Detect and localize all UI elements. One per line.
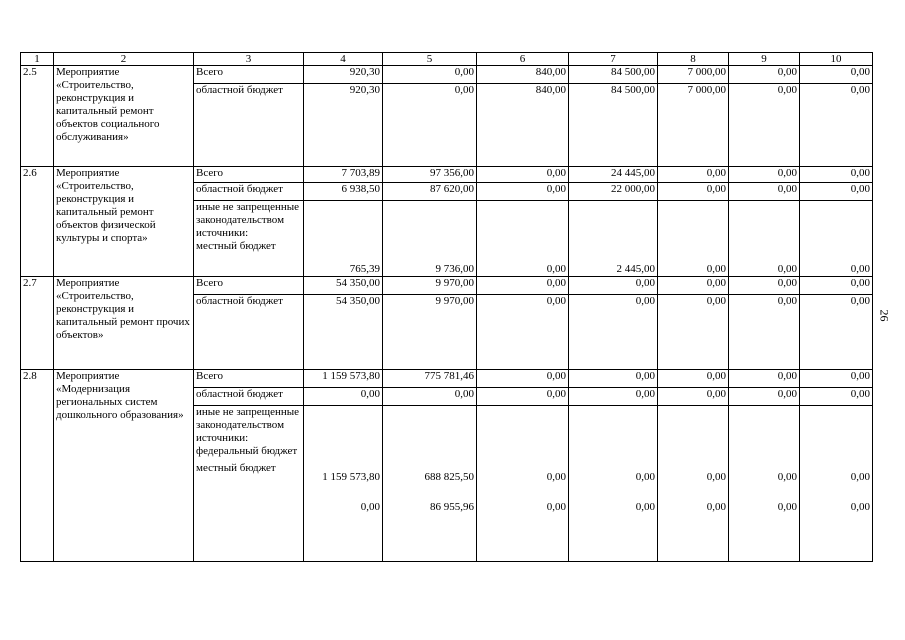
source-label-federal: федеральный бюджет	[196, 445, 298, 457]
header-cell: 4	[304, 53, 383, 66]
value-cell: 920,30	[304, 66, 383, 84]
table-row	[21, 277, 873, 295]
value-cell: 840,00	[477, 66, 569, 84]
value-cell: 0,00	[658, 388, 729, 406]
value-cell: 0,00	[477, 388, 569, 406]
value-cell: 6 938,50	[304, 183, 383, 201]
value-cell: 0,00	[729, 84, 800, 167]
value-cell: 0,00	[729, 201, 800, 277]
federal-value: 1 159 573,80	[322, 471, 380, 483]
value-cell: 0,00	[658, 295, 729, 370]
value-cell: 0,00	[800, 295, 873, 370]
source-label: Всего	[194, 370, 304, 388]
source-label: Всего	[194, 66, 304, 84]
header-cell: 2	[54, 53, 194, 66]
value-cell: 0,00	[477, 201, 569, 277]
source-label: Всего	[194, 277, 304, 295]
measure-title: Мероприятие «Строительство, реконструкция и капитальный ремонт объектов физической культуры и спорта»	[54, 167, 194, 277]
value-cell: 0,00	[383, 388, 477, 406]
measure-title: Мероприятие «Модернизация региональных систем дошкольного образования»	[54, 370, 194, 562]
header-cell: 3	[194, 53, 304, 66]
page-number: 26	[877, 309, 892, 322]
value-cell: 0,00	[800, 167, 873, 183]
value-cell: 0,00	[729, 66, 800, 84]
source-label-local: местный бюджет	[196, 240, 276, 252]
value-cell: 0,00	[800, 84, 873, 167]
value-cell: 0,00	[800, 201, 873, 277]
value-cell: 0,00	[477, 167, 569, 183]
value-cell: 0,00	[477, 370, 569, 388]
value-cell: 0,00	[729, 167, 800, 183]
source-label	[194, 406, 304, 562]
source-label: областной бюджет	[194, 84, 304, 167]
value-cell: 0,00	[658, 370, 729, 388]
value-cell: 0,00	[383, 84, 477, 167]
value-cell: 54 350,00	[304, 295, 383, 370]
header-cell: 10	[800, 53, 873, 66]
value-cell: 0,00	[800, 370, 873, 388]
local-value: 0,00	[635, 501, 655, 513]
local-value: 0,00	[777, 501, 797, 513]
value-cell: 0,00	[800, 277, 873, 295]
value-cell	[477, 406, 569, 562]
source-label: Всего	[194, 167, 304, 183]
value-cell: 2 445,00	[569, 201, 658, 277]
value-cell: 0,00	[569, 370, 658, 388]
value-cell: 0,00	[383, 66, 477, 84]
value-cell: 0,00	[729, 277, 800, 295]
value-cell: 7 000,00	[658, 84, 729, 167]
value-cell	[658, 406, 729, 562]
value-cell: 87 620,00	[383, 183, 477, 201]
value-cell	[800, 406, 873, 562]
value-cell: 84 500,00	[569, 84, 658, 167]
value-cell: 0,00	[477, 183, 569, 201]
budget-table	[20, 52, 873, 562]
header-cell: 7	[569, 53, 658, 66]
source-label: областной бюджет	[194, 388, 304, 406]
local-value: 86 955,96	[430, 501, 474, 513]
local-value: 0,00	[706, 501, 726, 513]
value-cell: 7 000,00	[658, 66, 729, 84]
federal-value: 0,00	[850, 471, 870, 483]
value-cell: 0,00	[658, 277, 729, 295]
row-number: 2.5	[21, 66, 54, 167]
header-cell: 9	[729, 53, 800, 66]
value-cell: 24 445,00	[569, 167, 658, 183]
federal-value: 0,00	[546, 471, 566, 483]
table-row	[21, 370, 873, 388]
value-cell	[569, 406, 658, 562]
value-cell: 0,00	[569, 388, 658, 406]
value-cell: 0,00	[800, 183, 873, 201]
value-cell: 0,00	[729, 295, 800, 370]
row-number: 2.7	[21, 277, 54, 370]
value-cell: 9 970,00	[383, 277, 477, 295]
value-cell: 0,00	[304, 388, 383, 406]
value-cell: 0,00	[729, 370, 800, 388]
value-cell	[304, 406, 383, 562]
value-cell: 0,00	[800, 66, 873, 84]
table-row	[21, 66, 873, 84]
value-cell: 0,00	[729, 183, 800, 201]
value-cell: 9 970,00	[383, 295, 477, 370]
row-number: 2.8	[21, 370, 54, 562]
value-cell: 0,00	[658, 201, 729, 277]
header-cell: 6	[477, 53, 569, 66]
value-cell: 97 356,00	[383, 167, 477, 183]
value-cell: 7 703,89	[304, 167, 383, 183]
value-cell	[729, 406, 800, 562]
value-cell: 0,00	[477, 295, 569, 370]
value-cell: 0,00	[569, 277, 658, 295]
federal-value: 0,00	[635, 471, 655, 483]
value-cell: 775 781,46	[383, 370, 477, 388]
value-cell: 1 159 573,80	[304, 370, 383, 388]
federal-value: 0,00	[777, 471, 797, 483]
federal-value: 688 825,50	[424, 471, 474, 483]
source-label-other: иные не запрещенные законодательством источники:	[196, 201, 300, 239]
source-label-other: иные не запрещенные законодательством источники:	[196, 406, 300, 444]
source-label: областной бюджет	[194, 295, 304, 370]
table-row	[21, 167, 873, 183]
value-cell: 0,00	[729, 388, 800, 406]
value-cell: 54 350,00	[304, 277, 383, 295]
row-number: 2.6	[21, 167, 54, 277]
local-value: 0,00	[850, 501, 870, 513]
source-label: областной бюджет	[194, 183, 304, 201]
value-cell: 0,00	[658, 167, 729, 183]
value-cell: 0,00	[658, 183, 729, 201]
value-cell: 0,00	[477, 277, 569, 295]
value-cell: 920,30	[304, 84, 383, 167]
local-value: 0,00	[360, 501, 380, 513]
header-cell: 5	[383, 53, 477, 66]
value-cell	[383, 406, 477, 562]
header-cell: 8	[658, 53, 729, 66]
source-label-local: местный бюджет	[196, 462, 276, 474]
value-cell: 9 736,00	[383, 201, 477, 277]
value-cell: 840,00	[477, 84, 569, 167]
measure-title: Мероприятие «Строительство, реконструкция и капитальный ремонт объектов социального обслуживания»	[54, 66, 194, 167]
source-label	[194, 201, 304, 277]
value-cell: 765,39	[304, 201, 383, 277]
measure-title: Мероприятие «Строительство, реконструкция и капитальный ремонт прочих объектов»	[54, 277, 194, 370]
header-cell: 1	[21, 53, 54, 66]
value-cell: 0,00	[800, 388, 873, 406]
federal-value: 0,00	[706, 471, 726, 483]
value-cell: 84 500,00	[569, 66, 658, 84]
local-value: 0,00	[546, 501, 566, 513]
value-cell: 22 000,00	[569, 183, 658, 201]
header-row	[21, 53, 873, 66]
value-cell: 0,00	[569, 295, 658, 370]
